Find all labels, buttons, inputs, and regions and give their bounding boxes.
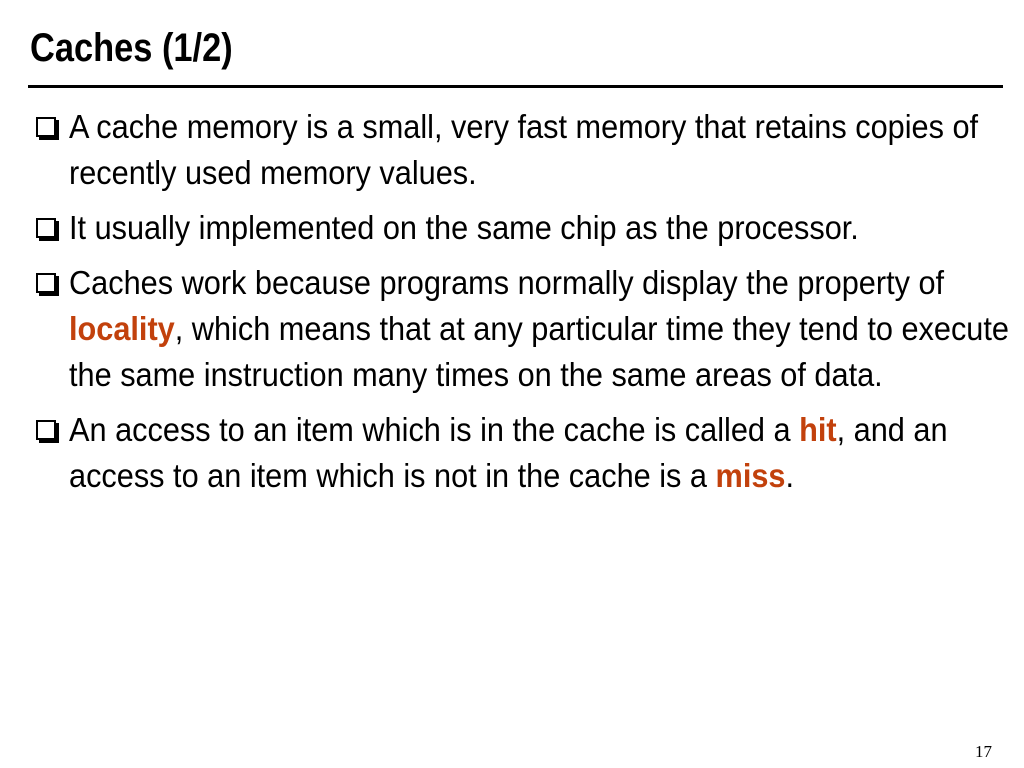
square-box-icon (36, 218, 56, 238)
bullet-text (69, 104, 1024, 196)
page-number: 17 (975, 742, 992, 761)
title-divider (28, 85, 1003, 88)
square-box-icon (36, 117, 56, 137)
bullet-item (32, 104, 992, 196)
bullet-text-segment: It usually implemented on the same chip as the processor. (69, 209, 859, 246)
bullet-text (69, 407, 1024, 499)
bullet-text-segment: Caches work because programs normally display the property of (69, 264, 945, 301)
highlight-term-locality: locality (69, 310, 175, 347)
bullet-text (69, 260, 1024, 398)
bullet-item (32, 260, 1009, 398)
bullet-text-segment: , and an access to an item which is not in the cache is a (69, 411, 948, 494)
bullet-text-segment: An access to an item which is in the cache is called a (69, 411, 800, 448)
bullet-text (69, 205, 1024, 251)
highlight-term-hit: hit (799, 411, 837, 448)
bullet-item (32, 407, 992, 499)
bullet-list (32, 104, 1009, 508)
bullet-text-segment: A cache memory is a small, very fast memory that retains copies of recently used memory values. (69, 108, 979, 191)
bullet-item (32, 205, 992, 251)
bullet-text-segment: , which means that at any particular time they tend to execute the same instruction many times on the same areas of data. (69, 310, 1009, 393)
highlight-term-miss: miss (715, 457, 786, 494)
slide-title: Caches (1/2) (30, 26, 233, 70)
square-box-icon (36, 420, 56, 440)
bullet-text-segment: . (785, 457, 795, 494)
square-box-icon (36, 273, 56, 293)
